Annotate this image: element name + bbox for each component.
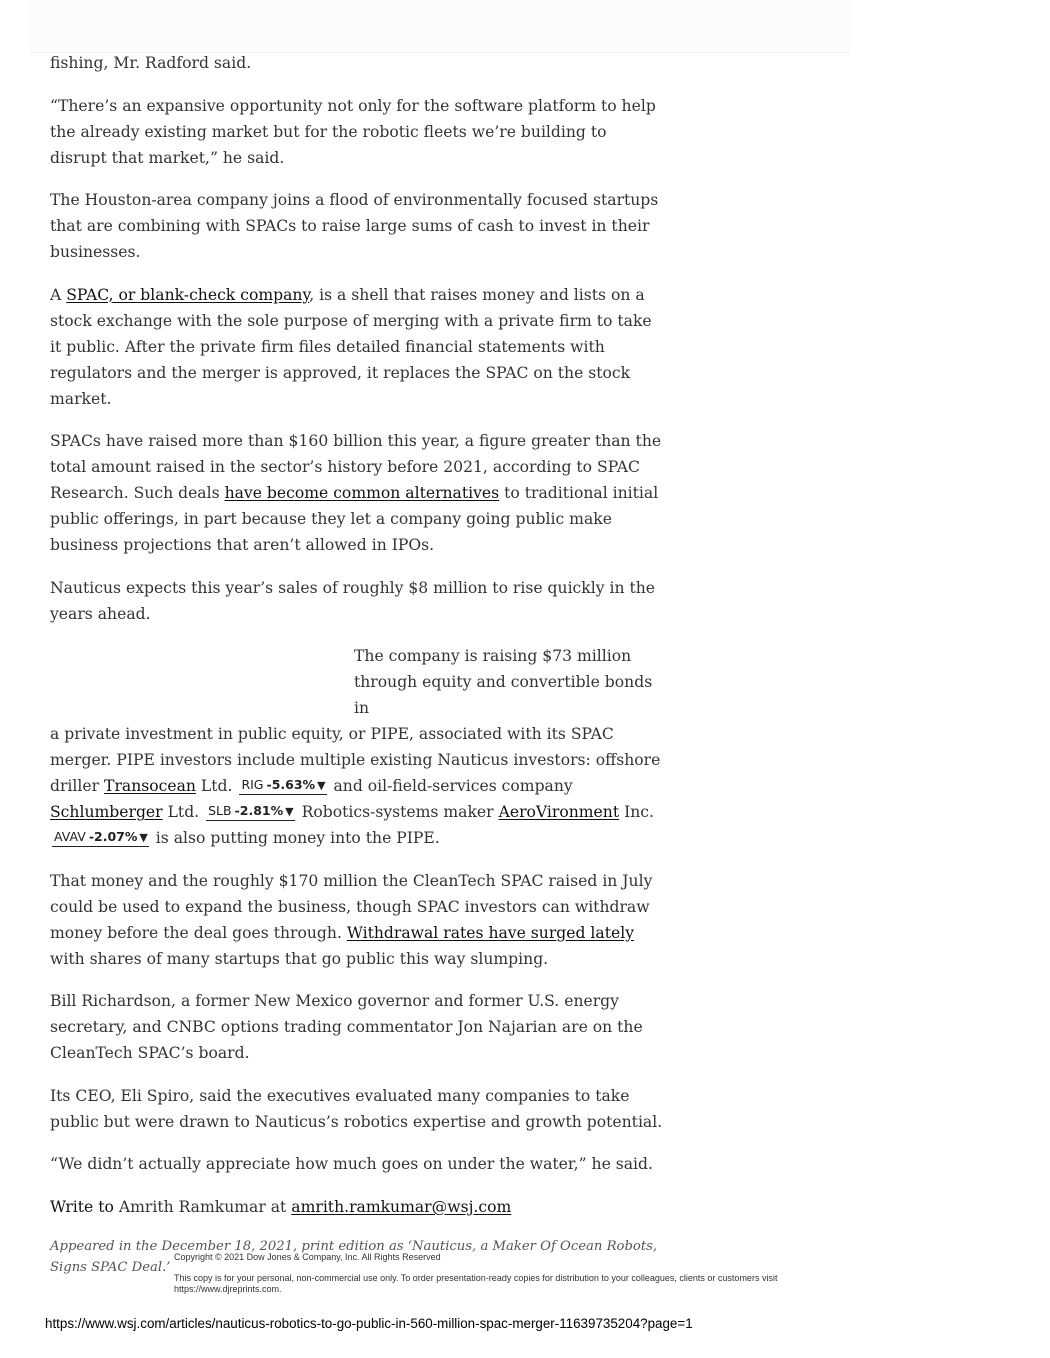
paragraph [50,282,665,412]
ticker-symbol: RIG [241,777,264,792]
down-arrow-icon: ▼ [139,831,148,844]
paragraph: fishing, Mr. Radford said. [50,54,252,72]
ticker-change: -2.07% [88,829,138,844]
paragraph: Its CEO, Eli Spiro, said the executives evaluated many companies to take public but were drawn to Nauticus’s robotics expertise and growth potential. [50,1086,663,1131]
copyright-text: Copyright © 2021 Dow Jones & Company, Inc. All Rights Reserved [174,1252,441,1262]
author-contact [50,1194,665,1220]
text: to traditional initial public offerings, in part because they let a company going public make business projections that aren’t allowed in IPOs. [50,484,659,554]
paragraph: Bill Richardson, a former New Mexico governor and former U.S. energy secretary, and CNBC options trading commentator Jon Najarian are on the CleanTech SPAC’s board. [50,992,643,1062]
text: Ltd. [162,803,200,821]
withdrawal-rates-link[interactable]: Withdrawal rates have surged lately [346,923,635,942]
text: Robotics-systems maker [296,803,499,821]
ticker-symbol: AVAV [54,829,86,844]
author-name: Amrith Ramkumar at [113,1197,292,1216]
reprints-notice: This copy is for your personal, non-commercial use only. To order presentation-ready copies for distribution to your colleagues, clients or customers visit https://www.djreprints.com. [174,1273,778,1294]
text: Inc. [619,803,654,821]
ticker-change: -5.63% [266,777,316,792]
page-url: https://www.wsj.com/articles/nauticus-robotics-to-go-public-in-560-million-spac-merger-11639735204?page=1 [45,1316,693,1331]
write-to-label: Write to [50,1197,114,1216]
ticker-slb[interactable] [206,803,295,821]
down-arrow-icon: ▼ [285,805,294,818]
text: a private investment in public equity, or PIPE, associated with its SPAC merger. PIPE investors include multiple existing Nauticus investors: offshore driller [50,725,661,795]
paragraph [50,868,665,972]
article-body [50,50,665,1278]
common-alternatives-link[interactable]: have become common alternatives [224,484,500,502]
ticker-avav[interactable] [52,829,149,847]
transocean-link[interactable]: Transocean [104,777,196,795]
ticker-change: -2.81% [234,803,284,818]
text: Ltd. [195,777,233,795]
print-edition-note: Appeared in the December 18, 2021, print edition as ‘Nauticus, a Maker Of Ocean Robots, Signs SPAC Deal.’ [50,1239,658,1275]
page-header-strip [30,0,850,53]
text: , is a shell that raises money and lists on a stock exchange with the sole purpose of merging with a private firm to take it public. After the private firm files detailed financial statements with regulators and the merger is approved, it replaces the SPAC on the stock market. [50,285,652,408]
paragraph: “There’s an expansive opportunity not only for the software platform to help the already existing market but for the robotic fleets we’re building to disrupt that market,” he said. [50,96,656,167]
author-email-link[interactable]: amrith.ramkumar@wsj.com [291,1197,512,1216]
text: A [50,285,67,304]
page-footer [174,1252,834,1295]
paragraph: “We didn’t actually appreciate how much goes on under the water,” he said. [50,1155,653,1173]
text: and oil-field-services company [328,777,573,795]
ticker-symbol: SLB [208,803,232,818]
schlumberger-link[interactable]: Schlumberger [50,803,163,821]
paragraph: Nauticus expects this year’s sales of roughly $8 million to rise quickly in the years ahead. [50,578,656,623]
spac-definition-link[interactable]: SPAC, or blank-check company [66,285,310,304]
text: That money and the roughly $170 million the CleanTech SPAC raised in July could be used to expand the business, though SPAC investors can withdraw money before the deal goes through. [50,871,653,942]
paragraph [50,428,665,558]
aerovironment-link[interactable]: AeroVironment [498,803,620,821]
down-arrow-icon: ▼ [317,779,326,792]
paragraph: The Houston-area company joins a flood of environmentally focused startups that are combining with SPACs to raise large sums of cash to invest in their businesses. [50,191,659,261]
wrapped-text: The company is raising $73 million through equity and convertible bonds in [354,647,653,717]
text: SPACs have raised more than $160 billion this year, a figure greater than the total amount raised in the sector’s history before 2021, according to SPAC Research. Such deals [50,432,662,502]
text: with shares of many startups that go public this way slumping. [50,949,549,968]
paragraph [50,643,665,851]
ticker-rig[interactable] [239,777,326,795]
text: is also putting money into the PIPE. [150,829,440,847]
